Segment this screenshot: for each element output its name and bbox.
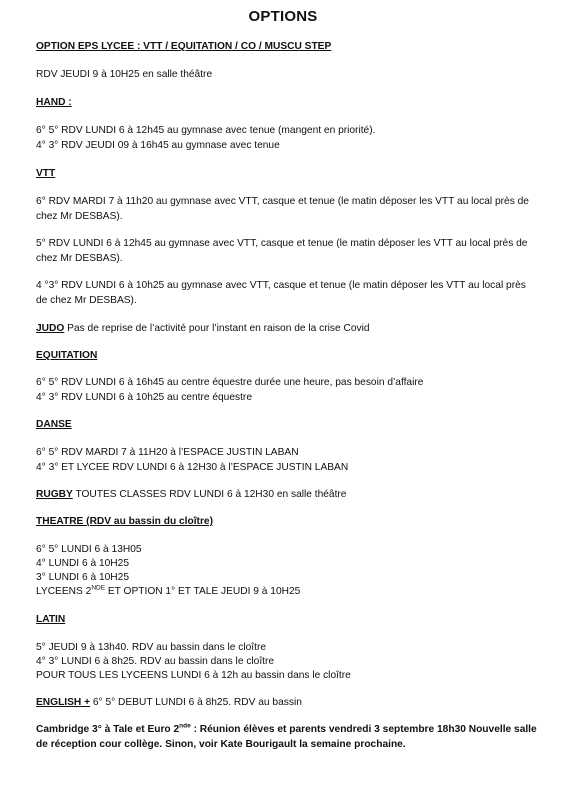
vtt-para-2-line-1: 5° RDV LUNDI 6 à 12h45 au gymnase avec VTT, casque et tenue (le matin déposer les VTT au local près de	[36, 238, 528, 249]
latin-line-3: POUR TOUS LES LYCEENS LUNDI 6 à 12h au bassin dans le cloître	[36, 670, 351, 681]
eps-heading: OPTION EPS LYCEE : VTT / EQUITATION / CO / MUSCU STEP	[36, 41, 332, 52]
theatre-line-4	[36, 585, 300, 599]
vtt-para-3-line-2: de chez Mr DESBAS).	[36, 295, 137, 306]
vtt-para-3-line-1: 4 °3° RDV LUNDI 6 à 10h25 au gymnase avec VTT, casque et tenue (le matin déposer les VTT au local près	[36, 280, 526, 291]
rugby-heading: RUGBY	[36, 489, 73, 500]
theatre-line-4-end: ET OPTION 1° ET TALE JEUDI 9 à 10H25	[105, 586, 301, 597]
latin-heading: LATIN	[36, 614, 66, 625]
cambridge-line-1-start: Cambridge 3° à Tale et Euro 2	[36, 724, 180, 735]
equitation-line-2: 4° 3° RDV LUNDI 6 à 10h25 au centre équestre	[36, 392, 252, 403]
hand-line-1: 6° 5° RDV LUNDI 6 à 12h45 au gymnase avec tenue (mangent en priorité).	[36, 125, 376, 136]
rugby-text: TOUTES CLASSES RDV LUNDI 6 à 12H30 en salle théâtre	[72, 489, 347, 500]
equitation-heading: EQUITATION	[36, 350, 98, 361]
hand-heading: HAND :	[36, 97, 72, 108]
vtt-heading: VTT	[36, 168, 56, 179]
english-heading: ENGLISH +	[36, 697, 91, 708]
cambridge-line-1-end: : Réunion élèves et parents vendredi 3 septembre 18h30 Nouvelle salle	[190, 724, 537, 735]
theatre-line-4-superscript: NDE	[91, 584, 106, 592]
vtt-para-1-line-2: chez Mr DESBAS).	[36, 211, 123, 222]
latin-line-1: 5° JEUDI 9 à 13h40. RDV au bassin dans le cloître	[36, 642, 267, 653]
judo-line	[36, 322, 370, 336]
theatre-heading: THEATRE (RDV au bassin du cloître)	[36, 516, 213, 527]
page-title: OPTIONS	[248, 8, 318, 25]
cambridge-line-2: de réception cour collège. Sinon, voir Kate Bourigault la semaine prochaine.	[36, 739, 406, 750]
rugby-line	[36, 488, 346, 502]
theatre-line-3: 3° LUNDI 6 à 10H25	[36, 572, 129, 583]
judo-heading: JUDO	[36, 323, 65, 334]
cambridge-line-1	[36, 723, 537, 737]
equitation-line-1: 6° 5° RDV LUNDI 6 à 16h45 au centre équestre durée une heure, pas besoin d’affaire	[36, 377, 424, 388]
vtt-para-1-line-1: 6° RDV MARDI 7 à 11h20 au gymnase avec VTT, casque et tenue (le matin déposer les VTT au local près de	[36, 196, 529, 207]
latin-line-2: 4° 3° LUNDI 6 à 8h25. RDV au bassin dans le cloître	[36, 656, 275, 667]
english-line	[36, 696, 302, 710]
english-text: 6° 5° DEBUT LUNDI 6 à 8h25. RDV au bassin	[90, 697, 302, 708]
danse-heading: DANSE	[36, 419, 72, 430]
hand-line-2: 4° 3° RDV JEUDI 09 à 16h45 au gymnase avec tenue	[36, 140, 280, 151]
judo-text: Pas de reprise de l’activité pour l’instant en raison de la crise Covid	[64, 323, 370, 334]
theatre-line-4-start: LYCEENS 2	[36, 586, 92, 597]
vtt-para-2-line-2: chez Mr DESBAS).	[36, 253, 123, 264]
cambridge-superscript: nde	[179, 722, 191, 730]
danse-line-2: 4° 3° ET LYCEE RDV LUNDI 6 à 12H30 à l’ESPACE JUSTIN LABAN	[36, 462, 349, 473]
theatre-line-2: 4° LUNDI 6 à 10H25	[36, 558, 129, 569]
danse-line-1: 6° 5° RDV MARDI 7 à 11H20 à l’ESPACE JUSTIN LABAN	[36, 447, 299, 458]
eps-line-1: RDV JEUDI 9 à 10H25 en salle théâtre	[36, 69, 213, 80]
theatre-line-1: 6° 5° LUNDI 6 à 13H05	[36, 544, 142, 555]
